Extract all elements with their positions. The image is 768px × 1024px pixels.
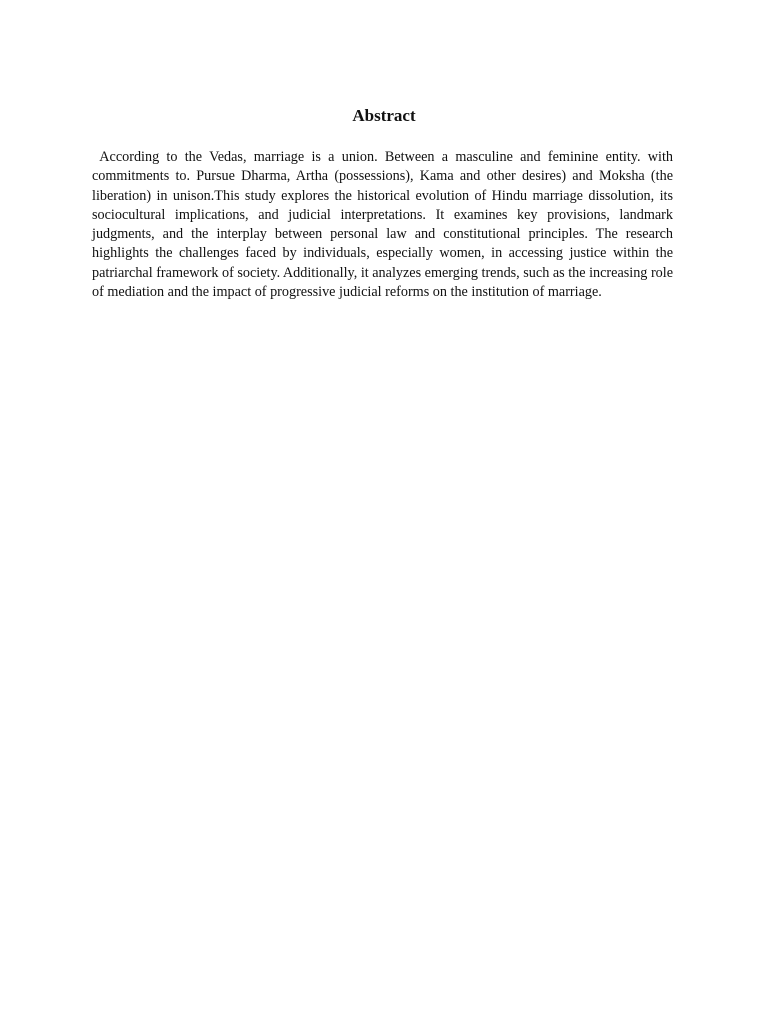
abstract-paragraph: According to the Vedas, marriage is a union. Between a masculine and feminine entity. with commitments to. Pursue Dharma, Artha (possessions), Kama and other desires) and Moksha (the liberation) in unison.This study explores the historical evolution of Hindu marriage dissolution, its sociocultural implications, and judicial interpretations. It examines key provisions, landmark judgments, and the interplay between personal law and constitutional principles. The research highlights the challenges faced by individuals, especially women, in accessing justice within the patriarchal framework of society. Additionally, it analyzes emerging trends, such as the increasing role of mediation and the impact of progressive judicial reforms on the institution of marriage. <box>92 149 677 301</box>
abstract-heading: Abstract <box>352 106 416 125</box>
